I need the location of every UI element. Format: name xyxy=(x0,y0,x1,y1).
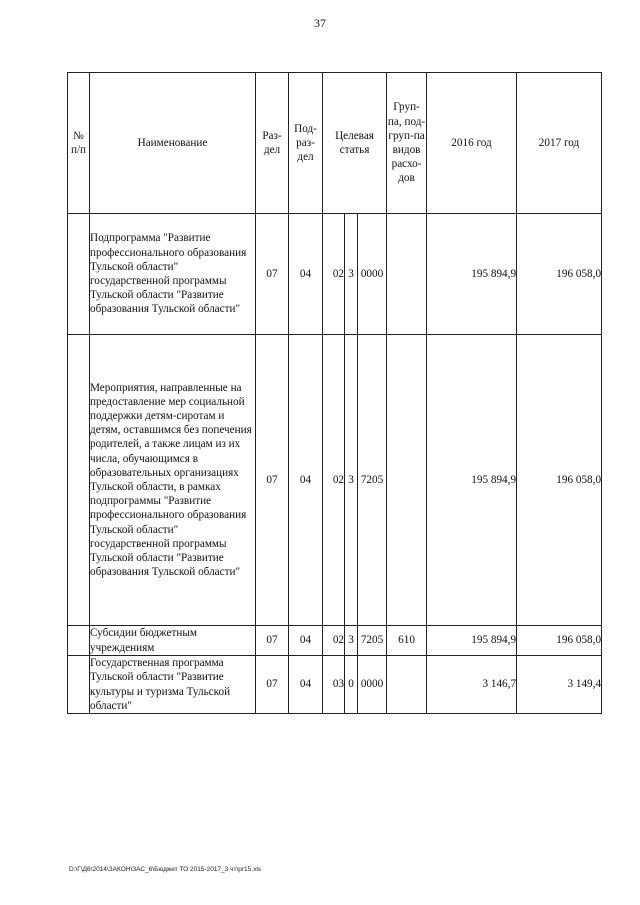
table-row xyxy=(68,214,602,335)
cell-target-subprogram: 3 xyxy=(345,335,358,626)
cell-target-subprogram: 0 xyxy=(345,656,358,714)
cell-amount-2017: 3 149,4 xyxy=(517,656,602,714)
cell-group: 610 xyxy=(387,626,427,656)
cell-amount-2017: 196 058,0 xyxy=(517,335,602,626)
cell-target-direction: 7205 xyxy=(358,335,387,626)
table-row xyxy=(68,626,602,656)
table-row xyxy=(68,335,602,626)
cell-group xyxy=(387,335,427,626)
cell-num xyxy=(68,626,90,656)
cell-target-subprogram: 3 xyxy=(345,626,358,656)
header-subsection: Под-раз-дел xyxy=(289,73,323,214)
cell-section: 07 xyxy=(256,335,289,626)
header-num: № п/п xyxy=(68,73,90,214)
cell-target-program: 02 xyxy=(323,626,345,656)
header-section: Раз-дел xyxy=(256,73,289,214)
cell-target-direction: 7205 xyxy=(358,626,387,656)
page-number: 37 xyxy=(314,16,326,30)
cell-target-direction: 0000 xyxy=(358,214,387,335)
cell-section: 07 xyxy=(256,656,289,714)
header-2016: 2016 год xyxy=(427,73,517,214)
cell-subsection: 04 xyxy=(289,335,323,626)
cell-target-direction: 0000 xyxy=(358,656,387,714)
table-header-row xyxy=(68,73,602,214)
cell-group xyxy=(387,656,427,714)
cell-num xyxy=(68,656,90,714)
cell-name: Мероприятия, направленные на предоставление мер социальной поддержки детям-сиротам и детям, оставшимся без попечения родителей, а также лицам из их числа, обучающимся в образовательных организациях Тульской области, в рамках подпрограммы "Развитие профессионального образования Тульской области" государственной программы Тульской области "Развитие образования Тульской области" xyxy=(90,335,256,626)
cell-num xyxy=(68,335,90,626)
cell-amount-2017: 196 058,0 xyxy=(517,626,602,656)
header-name: Наименование xyxy=(90,73,256,214)
cell-name: Подпрограмма "Развитие профессионального образования Тульской области" государственной программы Тульской области "Развитие образования Тульской области" xyxy=(90,214,256,335)
cell-target-subprogram: 3 xyxy=(345,214,358,335)
cell-subsection: 04 xyxy=(289,214,323,335)
cell-target-program: 03 xyxy=(323,656,345,714)
cell-subsection: 04 xyxy=(289,626,323,656)
cell-section: 07 xyxy=(256,214,289,335)
header-group: Груп-па, под-груп-па видов расхо-дов xyxy=(387,73,427,214)
cell-amount-2016: 195 894,9 xyxy=(427,214,517,335)
header-2017: 2017 год xyxy=(517,73,602,214)
cell-target-program: 02 xyxy=(323,214,345,335)
header-target: Целевая статья xyxy=(323,73,387,214)
table-row xyxy=(68,656,602,714)
file-path-footer: D:\Г\Д6\2014\ЗАКОН\ЗАС_6\Бюджет ТО 2015-2017_3 чт\pr15.xls xyxy=(69,866,262,873)
cell-amount-2016: 195 894,9 xyxy=(427,626,517,656)
cell-target-program: 02 xyxy=(323,335,345,626)
cell-group xyxy=(387,214,427,335)
cell-name: Государственная программа Тульской области "Развитие культуры и туризма Тульской области" xyxy=(90,656,256,714)
budget-table xyxy=(67,72,602,714)
cell-amount-2016: 3 146,7 xyxy=(427,656,517,714)
cell-amount-2016: 195 894,9 xyxy=(427,335,517,626)
cell-num xyxy=(68,214,90,335)
cell-subsection: 04 xyxy=(289,656,323,714)
cell-name: Субсидии бюджетным учреждениям xyxy=(90,626,256,656)
cell-amount-2017: 196 058,0 xyxy=(517,214,602,335)
cell-section: 07 xyxy=(256,626,289,656)
